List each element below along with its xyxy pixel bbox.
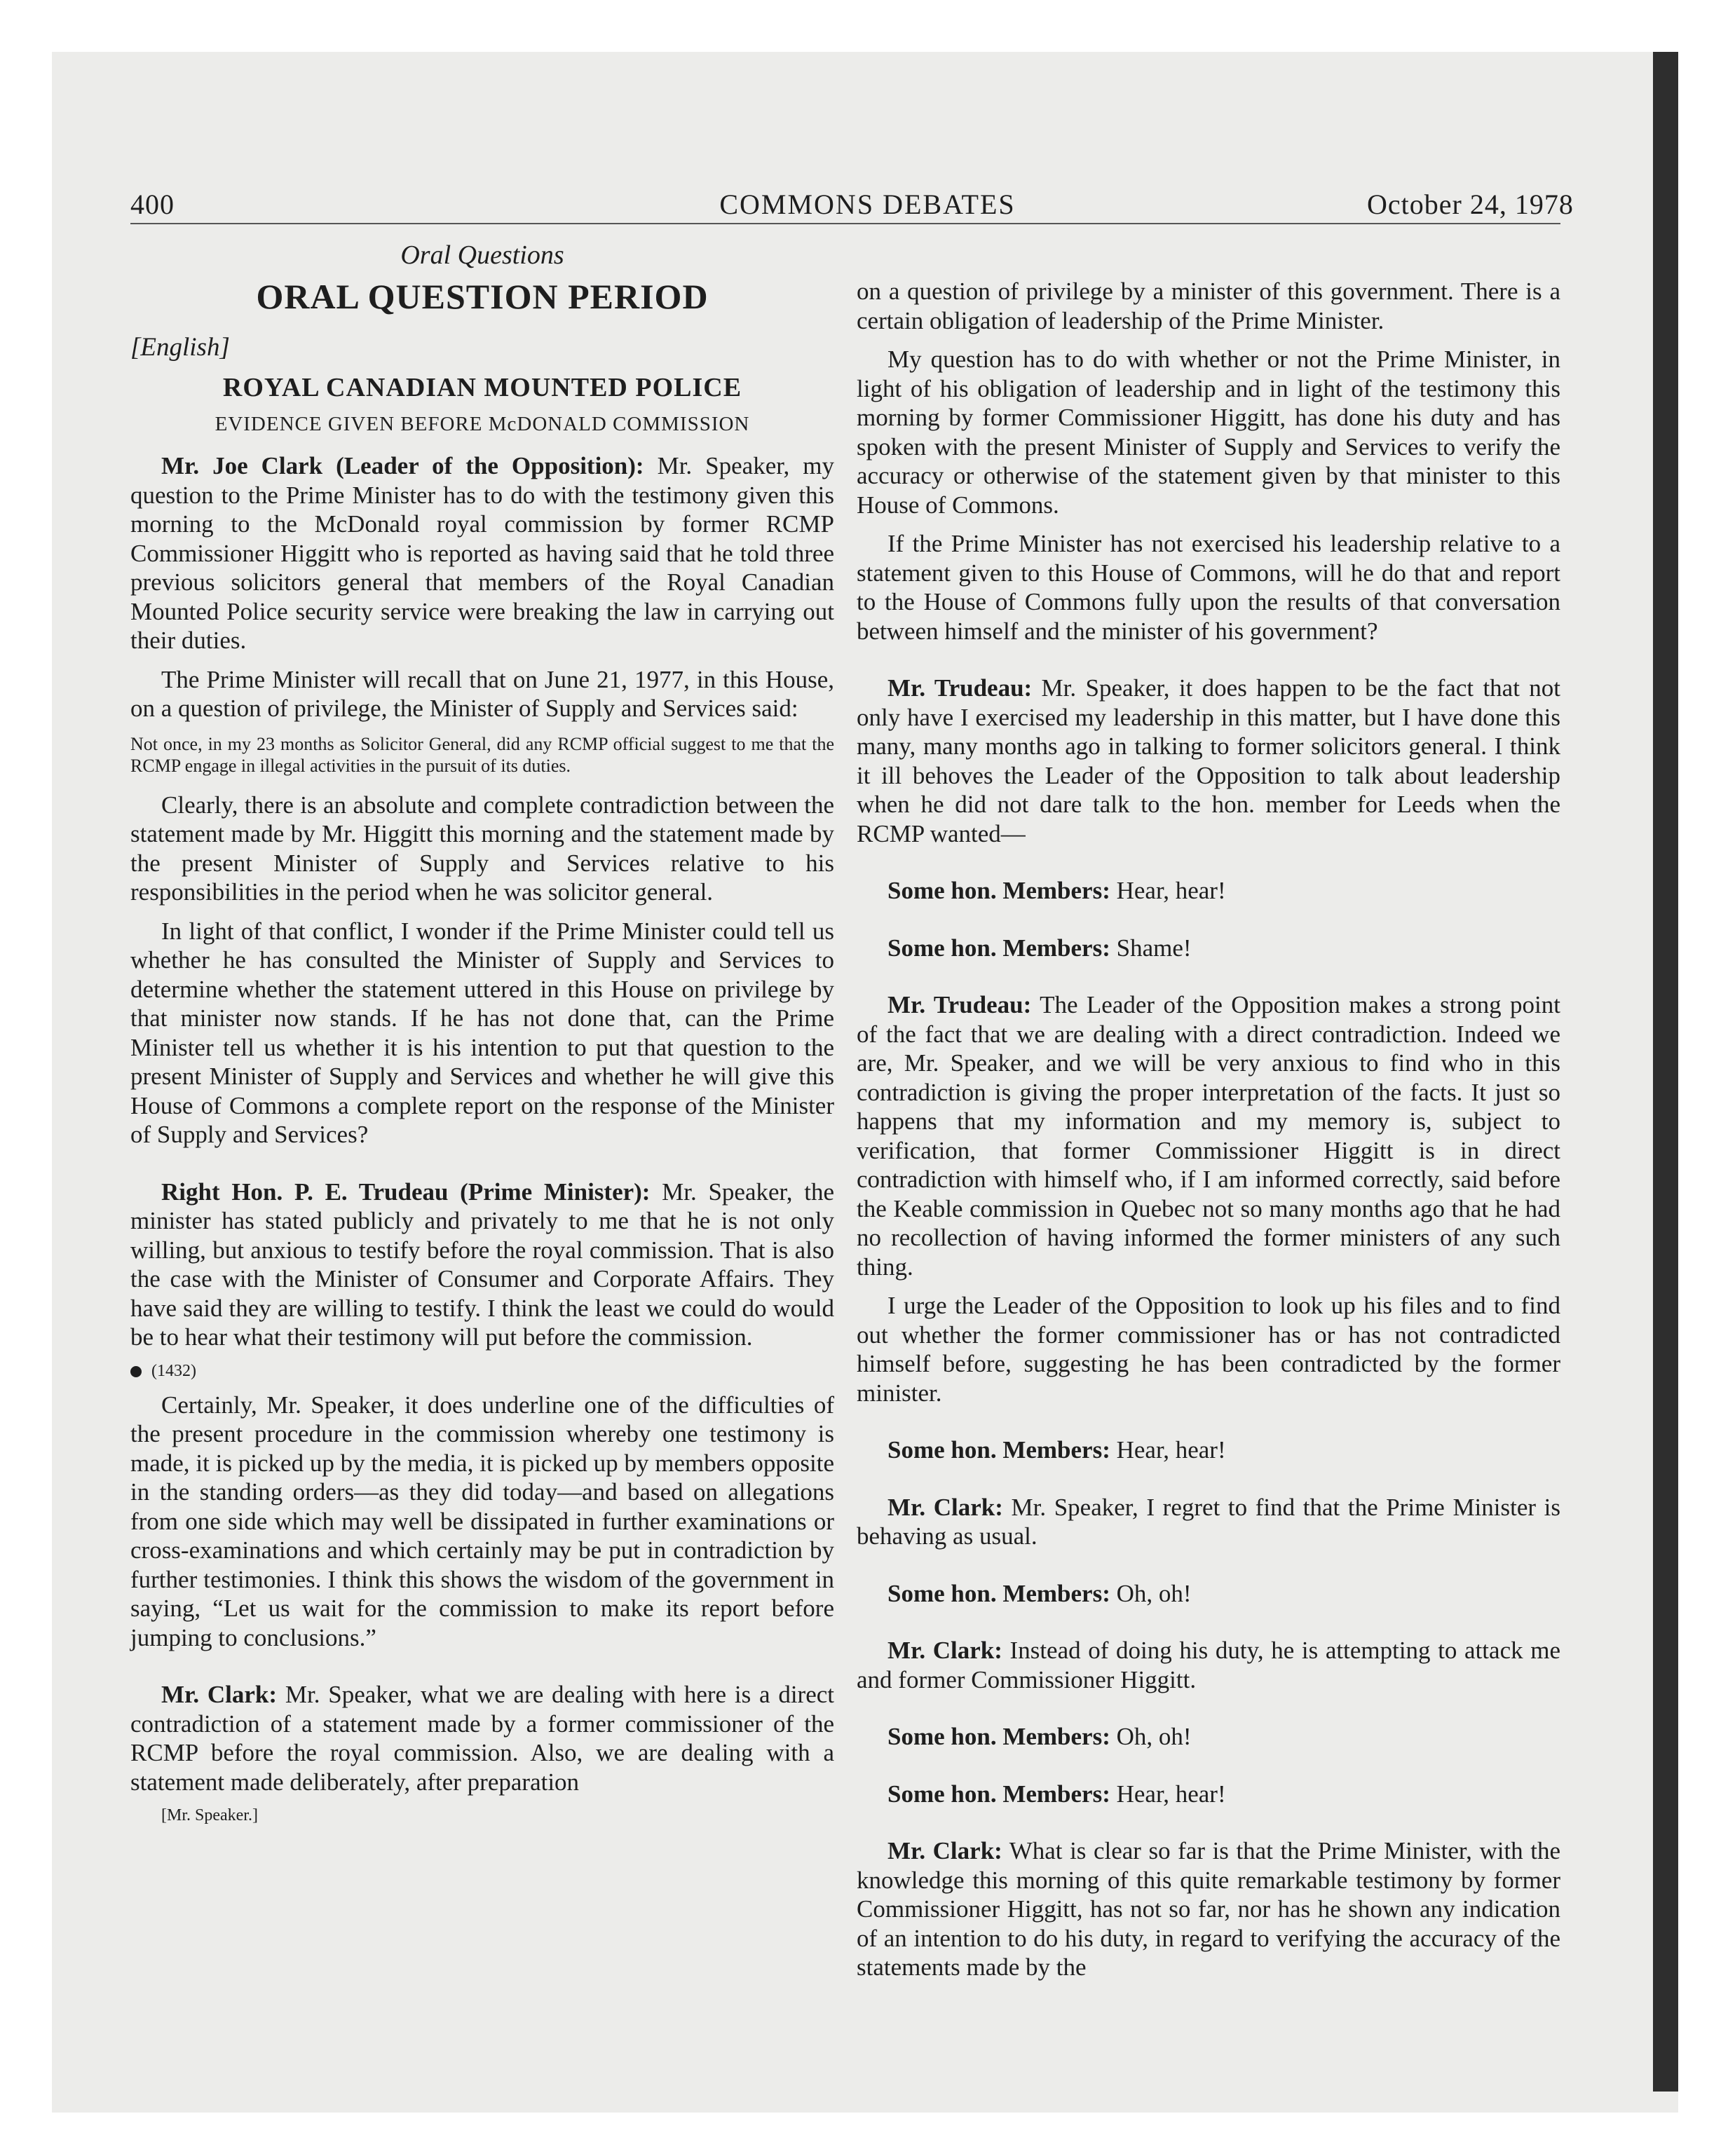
speaker-name: Right Hon. P. E. Trudeau (Prime Minister): [161, 1178, 651, 1206]
time-marker: (1432) [130, 1362, 834, 1381]
paragraph-text: The Leader of the Opposition makes a strong point of the fact that we are dealing with a direct contradiction. Indeed we are, Mr. Speaker, and we will be very anxious to find who in this contradiction is giving the proper interpretation of the facts. It just so happens that my information and my memory is, subject to verification, that former Commissioner Higgitt is in direct contradiction with himself who, if I am informed correctly, said before the Keable commission in Quebec not so many months ago that he had no recollection of having informed the former ministers of any such thing. [857, 991, 1560, 1281]
paragraph-text: Mr. Speaker, it does happen to be the fact that not only have I exercised my leadership in this matter, but I have done this many, many months ago in talking to former solicitors general. I think it ill behoves the Leader of the Opposition to talk about leadership when he did not dare talk to the hon. member for Leeds when the RCMP wanted— [857, 674, 1560, 847]
paragraph-text: What is clear so far is that the Prime Minister, with the knowledge this morning of this quite remarkable testimony by former Commissioner Higgitt, has not so far, nor has he shown any indication of an intention to do his duty, in regard to verifying the accuracy of the statements made by the [857, 1837, 1560, 1981]
paragraph-text: Mr. Speaker, what we are dealing with here is a direct contradiction of a statement made by a former commissioner of the RCMP before the royal commission. Also, we are dealing with a statement made deliberately, after preparation [130, 1681, 834, 1796]
speaker-name: Some hon. Members: [887, 1436, 1110, 1464]
paragraph: Clearly, there is an absolute and complete contradiction between the statement made by Mr. Higgitt this morning and the statement made by the present Minister of Supply and Services relative to his responsibilities in the period when he was solicitor general. [130, 791, 834, 906]
speaker-name: Some hon. Members: [887, 1780, 1110, 1808]
paragraph [857, 674, 1560, 848]
paragraph-text: Instead of doing his duty, he is attempting to attack me and former Commissioner Higgitt. [857, 1637, 1560, 1693]
interjection: Some hon. Members: Hear, hear! [887, 1436, 1226, 1464]
paragraph: Certainly, Mr. Speaker, it does underline one of the difficulties of the present procedure in the commission whereby one testimony is made, it is picked up by the media, it is picked up by members opposite in the standing orders—as they did today—and based on allegations from one side which may well be dissipated in further examinations or cross-examinations and which certainly may be put in contradiction by further testimonies. I think this shows the wisdom of the government in saying, “Let us wait for the commission to make its report before jumping to conclusions.” [130, 1391, 834, 1651]
interjection: Some hon. Members: Hear, hear! [887, 1780, 1226, 1808]
interjection: Some hon. Members: Shame! [887, 934, 1192, 962]
main-heading: ORAL QUESTION PERIOD [256, 277, 709, 316]
paragraph [130, 451, 834, 655]
speaker-name: Some hon. Members: [887, 1723, 1110, 1750]
interjection: Some hon. Members: Oh, oh! [887, 1723, 1192, 1750]
speaker-name: Some hon. Members: [887, 877, 1110, 904]
section-label: Oral Questions [400, 240, 564, 270]
paragraph: If the Prime Minister has not exercised his leadership relative to a statement given to this House of Commons, will he do that and report to the House of Commons fully upon the results of that conversation between himself and the minister of his government? [857, 530, 1560, 645]
footer-speaker: [Mr. Speaker.] [161, 1806, 258, 1824]
paragraph-text: Mr. Speaker, my question to the Prime Minister has to do with the testimony given this morning to the McDonald royal commission by former RCMP Commissioner Higgitt who is reported as having said that he told three previous solicitors general that members of the Royal Canadian Mounted Police security service were breaking the law in carrying out their duties. [130, 452, 834, 654]
scan-edge-bar [1653, 52, 1678, 2092]
header-rule [130, 223, 1560, 224]
paragraph: I urge the Leader of the Opposition to look up his files and to find out whether the former commissioner has or has not contradicted himself before, suggesting he has been contradicted by the former minister. [857, 1292, 1560, 1407]
speaker-name: Mr. Trudeau: [887, 991, 1032, 1018]
speaker-name: Mr. Trudeau: [887, 674, 1033, 702]
page-date: October 24, 1978 [1367, 189, 1574, 220]
right-column [857, 277, 1560, 1992]
paragraph [130, 1680, 834, 1796]
bullet-icon [130, 1366, 142, 1377]
speaker-name: Mr. Clark: [161, 1681, 278, 1708]
block-quote: Not once, in my 23 months as Solicitor General, did any RCMP official suggest to me that the RCMP engage in illegal activities in the pursuit of its duties. [130, 733, 834, 776]
speaker-name: Mr. Clark: [887, 1637, 1002, 1664]
interjection: Some hon. Members: Oh, oh! [887, 1579, 1192, 1607]
speaker-name: Mr. Clark: [887, 1837, 1002, 1864]
speaker-name: Mr. Joe Clark (Leader of the Opposition): [161, 452, 644, 479]
publication-title: COMMONS DEBATES [719, 189, 1016, 220]
subtopic-heading: EVIDENCE GIVEN BEFORE McDONALD COMMISSION [215, 413, 750, 435]
paragraph [857, 1836, 1560, 1982]
paragraph-text: Mr. Speaker, I regret to find that the Prime Minister is behaving as usual. [857, 1493, 1561, 1550]
left-column [130, 240, 834, 1825]
language-tag: [English] [130, 333, 230, 362]
paragraph [857, 1493, 1560, 1551]
paragraph [857, 990, 1560, 1281]
topic-heading: ROYAL CANADIAN MOUNTED POLICE [222, 373, 742, 402]
paragraph-text: Mr. Speaker, the minister has stated publicly and privately to me that he is not only willing, but anxious to testify before the royal commission. That is also the case with the Minister of Consumer and Corporate Affairs. They have said they are willing to testify. I think the least we could do would be to hear what their testimony will put before the commission. [130, 1178, 834, 1351]
interjection: Some hon. Members: Hear, hear! [887, 877, 1226, 904]
speaker-name: Some hon. Members: [887, 934, 1110, 962]
speaker-name: Mr. Clark: [887, 1493, 1003, 1521]
page-number: 400 [130, 189, 175, 220]
paragraph: on a question of privilege by a minister of this government. There is a certain obligation of leadership of the Prime Minister. [857, 278, 1560, 334]
paragraph: In light of that conflict, I wonder if the Prime Minister could tell us whether he has consulted the Minister of Supply and Services to determine whether the statement uttered in this House on privilege by that minister now stands. If he has not done that, can the Prime Minister tell us whether it is his intention to put that question to the present Minister of Supply and Services and whether he will give this House of Commons a complete report on the response of the Minister of Supply and Services? [130, 917, 834, 1148]
paragraph [130, 1178, 834, 1352]
paragraph [857, 1636, 1560, 1694]
speaker-name: Some hon. Members: [887, 1579, 1110, 1607]
paragraph: The Prime Minister will recall that on June 21, 1977, in this House, on a question of privilege, the Minister of Supply and Services said: [130, 665, 834, 722]
paragraph: My question has to do with whether or not the Prime Minister, in light of his obligation of leadership and in light of the testimony this morning by former Commissioner Higgitt, has done his duty and has spoken with the present Minister of Supply and Services to verify the accuracy or otherwise of the statement given by that minister to this House of Commons. [857, 346, 1560, 519]
